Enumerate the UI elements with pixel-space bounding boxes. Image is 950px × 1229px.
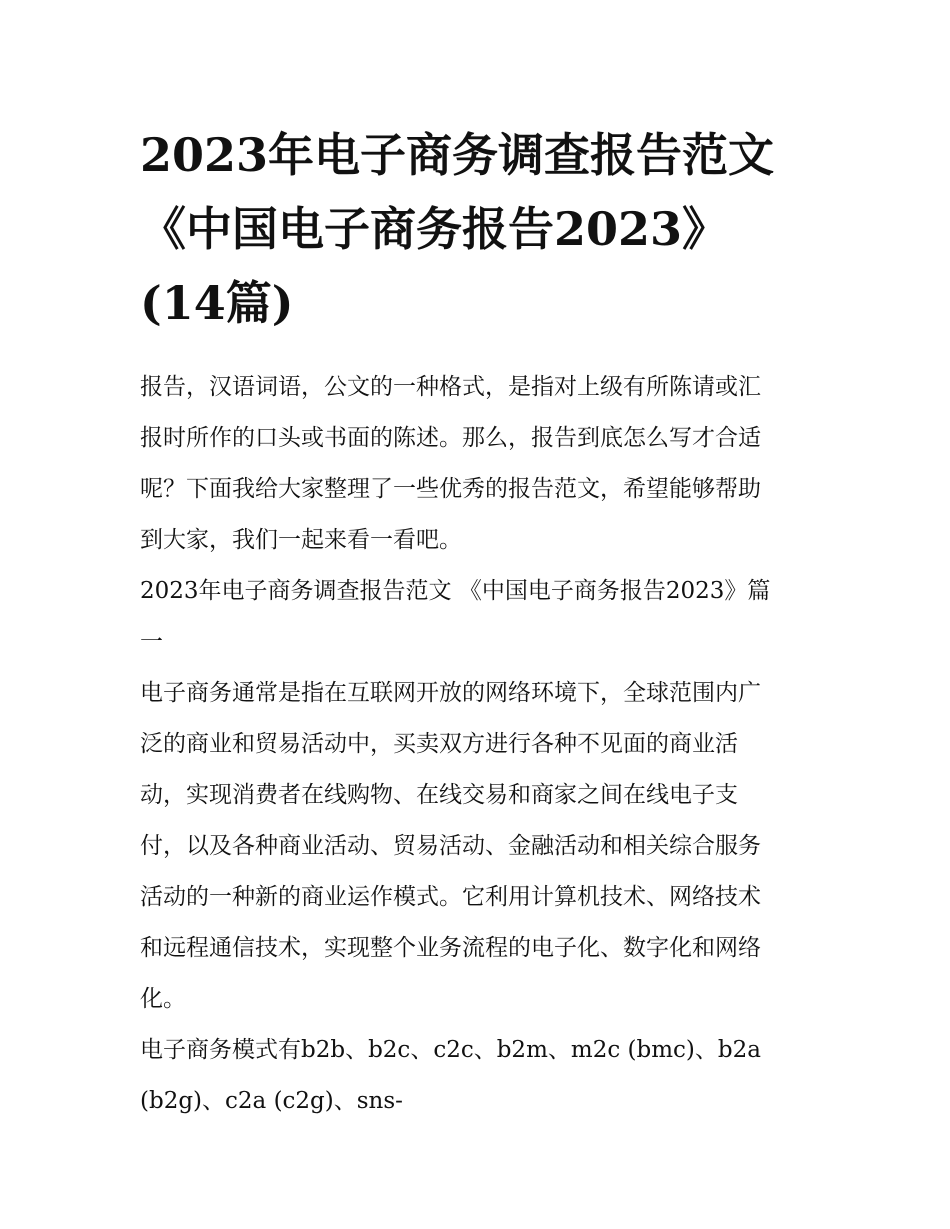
intro-line-4: 到大家，我们一起来看一看吧。 xyxy=(140,527,462,553)
document-content xyxy=(140,118,815,1127)
body-line-2: 泛的商业和贸易活动中，买卖双方进行各种不见面的商业活 xyxy=(140,731,738,757)
body-line-7: 化。 xyxy=(140,986,186,1012)
section-heading-line-1: 2023年电子商务调查报告范文 《中国电子商务报告2023》篇 xyxy=(140,578,771,604)
section-heading-line-2: 一 xyxy=(140,629,163,655)
title-line-2: 《中国电子商务报告2023》 xyxy=(140,202,729,256)
title-line-3: (14篇) xyxy=(140,276,294,330)
body-paragraph xyxy=(140,668,815,1025)
models-line-2: (b2g)、c2a (c2g)、sns- xyxy=(140,1088,403,1114)
body-line-1: 电子商务通常是指在互联网开放的网络环境下，全球范围内广 xyxy=(140,680,761,706)
intro-paragraph xyxy=(140,362,815,566)
intro-line-2: 报时所作的口头或书面的陈述。那么，报告到底怎么写才合适 xyxy=(140,425,761,451)
models-paragraph xyxy=(140,1025,815,1127)
body-line-5: 活动的一种新的商业运作模式。它利用计算机技术、网络技术 xyxy=(140,884,761,910)
body-line-3: 动，实现消费者在线购物、在线交易和商家之间在线电子支 xyxy=(140,782,738,808)
intro-line-1: 报告，汉语词语，公文的一种格式，是指对上级有所陈请或汇 xyxy=(140,374,761,400)
intro-line-3: 呢？下面我给大家整理了一些优秀的报告范文，希望能够帮助 xyxy=(140,476,761,502)
models-line-1: 电子商务模式有b2b、b2c、c2c、b2m、m2c (bmc)、b2a xyxy=(140,1037,761,1063)
body-line-6: 和远程通信技术，实现整个业务流程的电子化、数字化和网络 xyxy=(140,935,761,961)
title-line-1: 2023年电子商务调查报告范文 xyxy=(140,128,775,182)
document-title xyxy=(140,118,815,340)
body-line-4: 付，以及各种商业活动、贸易活动、金融活动和相关综合服务 xyxy=(140,833,761,859)
section-heading xyxy=(140,566,815,668)
